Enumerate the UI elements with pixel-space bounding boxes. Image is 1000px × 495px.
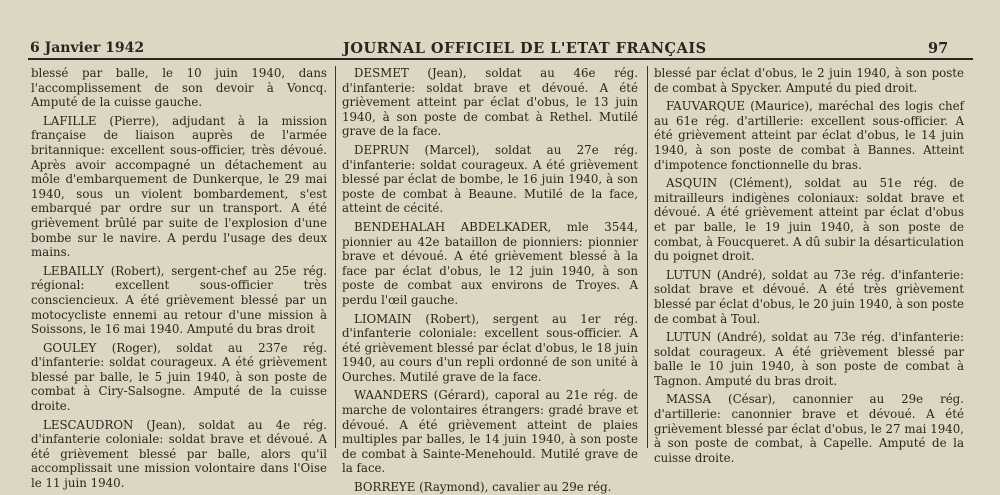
page-header [0,0,1000,58]
citation-entry: LESCAUDRON (Jean), soldat au 4e rég. d'infanterie coloniale: soldat brave et dévoué. A été grièvement blessé par balle, alors qu'il accomplissait une mission volontaire dans l'Oise le 11 juin 1940. [31,417,327,491]
citation-entry: ASQUIN (Clément), soldat au 51e rég. de mitrailleurs indigènes coloniaux: soldat brave et dévoué. A été grièvement atteint par éclat d'obus et par balle, le 19 juin 1940, à son poste de combat, à Foucqueret. A dû subir la désarticulation du poignet droit. [654,176,964,264]
citation-entry: LIOMAIN (Robert), sergent au 1er rég. d'infanterie coloniale: excellent sous-officier. A été grièvement blessé par éclat d'obus, le 18 juin 1940, au cours d'un repli ordonné de son unité à Ourches. Mutilé grave de la face. [342,311,638,384]
column-divider [647,66,648,448]
citation-entry: blessé par éclat d'obus, le 2 juin 1940, à son poste de combat à Spycker. Amputé du pied droit. [654,66,964,95]
issue-date: 6 Janvier 1942 [30,40,145,56]
citation-entry: LUTUN (André), soldat au 73e rég. d'infanterie: soldat brave et dévoué. A été très grièvement blessé par éclat d'obus, le 20 juin 1940, à son poste de combat à Toul. [654,267,964,326]
citation-entry: BORREYE (Raymond), cavalier au 29e rég. [354,480,612,495]
citation-entry: LEBAILLY (Robert), sergent-chef au 25e rég. régional: excellent sous-officier très consciencieux. A été grièvement blessé par un motocycliste ennemi au retour d'une mission à Soissons, le 16 mai 1940. Amputé du bras droit [31,263,327,337]
citation-entry: MASSA (César), canonnier au 29e rég. d'artillerie: canonnier brave et dévoué. A été grièvement blessé par éclat d'obus, le 27 mai 1940, à son poste de combat, à Capelle. Amputé de la cuisse droite. [654,392,964,465]
citation-entry: DESMET (Jean), soldat au 46e rég. d'infanterie: soldat brave et dévoué. A été grièvement atteint par éclat d'obus, le 13 juin 1940, à son poste de combat à Rethel. Mutilé grave de la face. [342,66,638,139]
citation-entry: LUTUN (André), soldat au 73e rég. d'infanterie: soldat courageux. A été grièvement blessé par balle le 10 juin 1940, à son poste de combat à Tagnon. Amputé du bras droit. [654,330,964,388]
column-2 [342,66,638,495]
citation-entry: BENDEHALAH ABDELKADER, mle 3544, pionnier au 42e bataillon de pionniers: pionnier brave et dévoué. A été grièvement blessé à la face par éclat d'obus, le 12 juin 1940, à son poste de combat aux environs de Troyes. A perdu l'œil gauche. [342,219,638,307]
citation-entry: GOULEY (Roger), soldat au 237e rég. d'infanterie: soldat courageux. A été grièvement blessé par balle, le 5 juin 1940, à son poste de combat à Ciry-Salsogne. Amputé de la cuisse droite. [31,340,327,414]
citation-entry: FAUVARQUE (Maurice), maréchal des logis chef au 61e rég. d'artillerie: excellent sous-officier. A été grièvement atteint par éclat d'obus, le 14 juin 1940, à son poste de combat à Bannes. Atteint d'impotence fonctionnelle du bras. [654,99,964,172]
citation-entry: LAFILLE (Pierre), adjudant à la mission française de liaison auprès de l'armée britannique: excellent sous-officier, très dévoué. Après avoir accompagné un détachement au môle d'embarquement de Dunkerque, le 29 mai 1940, sous un violent bombardement, s'est embarqué par ordre sur un transport. A été grièvement brûlé par suite de l'explosion d'une bombe sur le navire. A perdu l'usage des deux mains. [31,113,327,260]
citation-entry: WAANDERS (Gérard), caporal au 21e rég. de marche de volontaires étrangers: gradé brave et dévoué. A été grièvement atteint de plaies multiples par balles, le 14 juin 1940, à son poste de combat à Sainte-Menehould. Mutilé grave de la face. [342,388,638,476]
header-rule [28,58,973,60]
column-divider [335,66,336,448]
column-1 [31,66,327,491]
page-number: 97 [928,40,949,57]
citation-entry: blessé par balle, le 10 juin 1940, dans l'accomplissement de son devoir à Voncq. Amputé de la cuisse gauche. [31,66,327,110]
column-3 [654,66,964,465]
journal-title: JOURNAL OFFICIEL DE L'ETAT FRANÇAIS [343,40,707,57]
citation-entry: DEPRUN (Marcel), soldat au 27e rég. d'infanterie: soldat courageux. A été grièvement blessé par éclat de bombe, le 16 juin 1940, à son poste de combat à Beaune. Mutilé de la face, atteint de cécité. [342,142,638,216]
